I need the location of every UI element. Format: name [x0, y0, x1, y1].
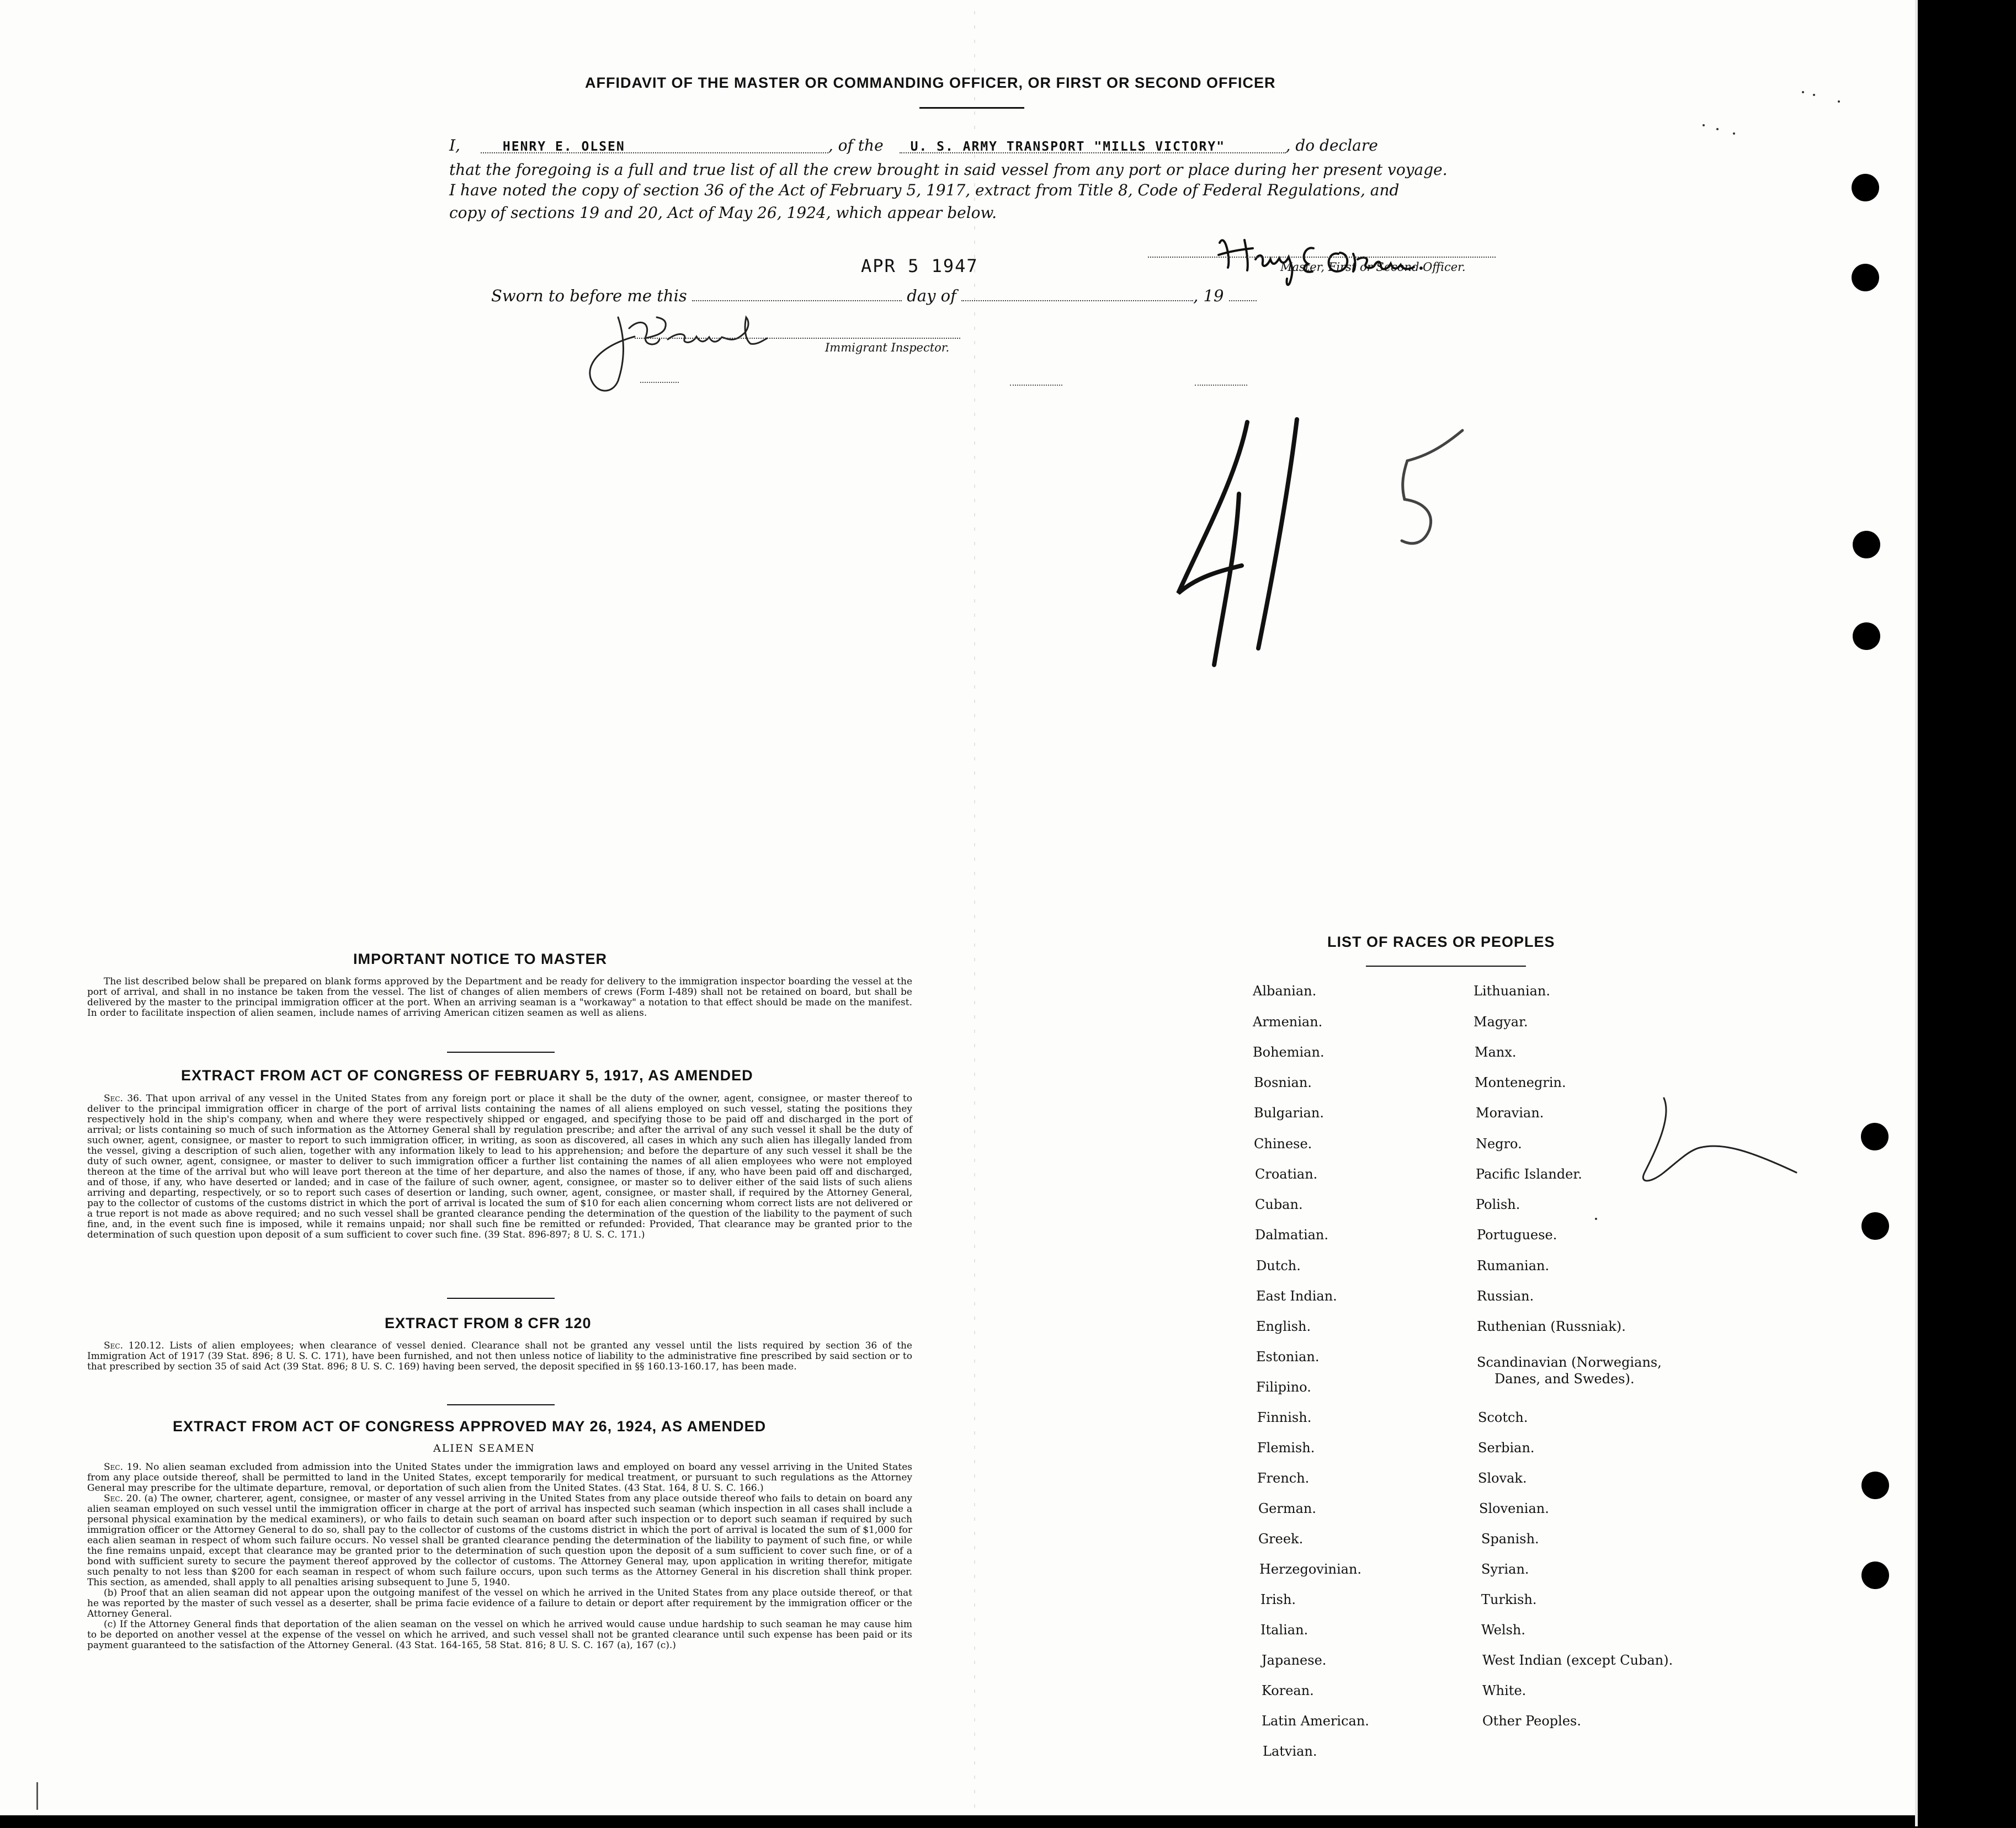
sec-19-label: Sec. 19. — [104, 1462, 142, 1473]
inspector-signature — [574, 284, 795, 400]
paper-speck — [1703, 124, 1705, 126]
race-item: Rumanian. — [1477, 1258, 1550, 1273]
corner-fold-mark — [36, 1782, 41, 1810]
race-item: East Indian. — [1256, 1288, 1337, 1304]
race-item: West Indian (except Cuban). — [1482, 1653, 1673, 1668]
extract-1924-subtitle: ALIEN SEAMEN — [433, 1442, 535, 1454]
race-item: Welsh. — [1481, 1622, 1525, 1638]
inspector-signature-drawing — [574, 284, 795, 400]
paper-speck — [1733, 132, 1735, 135]
race-item: Herzegovinian. — [1259, 1561, 1362, 1577]
race-item: Bosnian. — [1254, 1075, 1312, 1090]
race-item: Albanian. — [1253, 983, 1317, 999]
vessel-value: U. S. ARMY TRANSPORT "MILLS VICTORY" — [910, 140, 1226, 154]
race-item: Montenegrin. — [1475, 1075, 1566, 1090]
declaration-line-2: that the foregoing is a full and true list of all the crew brought in said vessel from any port or place during her present voyage. — [449, 161, 1448, 179]
declaration-line-4: copy of sections 19 and 20, Act of May 26, 1924, which appear below. — [449, 204, 997, 222]
inspector-signature-label: Immigrant Inspector. — [825, 341, 950, 354]
vessel-field — [900, 135, 1286, 153]
binder-hole — [1853, 622, 1880, 650]
race-item: White. — [1482, 1683, 1526, 1698]
do-declare-text: , do declare — [1285, 136, 1378, 154]
race-item: Chinese. — [1254, 1136, 1312, 1152]
handwritten-2-drawing — [1634, 1095, 1799, 1189]
race-item: Polish. — [1476, 1197, 1520, 1212]
race-item: Flemish. — [1257, 1440, 1315, 1456]
sec-20c-paragraph: (c) If the Attorney General finds that deportation of the alien seaman on the vessel on which he arrived would cause undue hardship to such seaman he may cause him to be deported on another vessel at the expense of the vessel on which he arrived, and such vessel shall not be granted clearance until such expense has been paid or its payment guaranteed to the satisfaction of the Attorney General. (43 Stat. 164-165, 58 Stat. 816; 8 U. S. C. 167 (a), 167 (c).) — [87, 1619, 912, 1651]
title-rule — [919, 107, 1024, 109]
race-item: Scandinavian (Norwegians, — [1477, 1355, 1662, 1370]
race-item: Irish. — [1260, 1592, 1296, 1607]
dotted-mark — [1195, 385, 1247, 386]
stamp-date: APR 5 1947 — [861, 255, 978, 276]
race-item: German. — [1258, 1501, 1316, 1516]
race-item: Latin American. — [1262, 1713, 1369, 1729]
race-item: Portuguese. — [1477, 1227, 1557, 1243]
master-signature-label: Master, First or Second Officer. — [1280, 260, 1466, 274]
race-item: Magyar. — [1474, 1014, 1528, 1030]
race-item: Dalmatian. — [1255, 1227, 1329, 1243]
race-item: Moravian. — [1476, 1105, 1544, 1121]
sec-20a-paragraph — [87, 1494, 912, 1588]
handwritten-4-5-drawing — [1170, 411, 1479, 676]
master-name-field — [481, 135, 828, 153]
race-item: Russian. — [1477, 1288, 1534, 1304]
notice-paragraph: The list described below shall be prepared on blank forms approved by the Department and be ready for delivery to the immigration inspector boarding the vessel at the port of arrival, and shall in no instance be taken from the vessel. The list of changes of alien members of crews (Form I-489) shall not be retained on board, but shall be delivered by the master to the principal immigration officer at the port. When an arriving seaman is a "workaway" a notation to that effect should be made on the manifest. In order to facilitate inspection of alien seamen, include names of arriving American citizen seamen as well as aliens. — [87, 976, 912, 1019]
notice-body — [87, 977, 912, 1019]
extract-1917-body — [87, 1094, 912, 1240]
paper-speck — [1595, 1218, 1597, 1220]
inspector-signature-line — [635, 338, 960, 339]
master-name-value: HENRY E. OLSEN — [502, 140, 625, 154]
handwritten-tick-mark — [1634, 1095, 1799, 1189]
sec-19-text: No alien seaman excluded from admission into the United States under the immigration laws and employed on board any vessel arriving in the United States from any place outside thereof, shall be permitted to land in the United States, except temporarily for medical treatment, or pursuant to such regulations as the Attorney General may prescribe for the ultimate departure, removal, or deportation of such alien from the United States. (43 Stat. 164, 8 U. S. C. 166.) — [87, 1462, 913, 1494]
declaration-i: I, — [449, 136, 460, 154]
dotted-mark — [1010, 385, 1062, 386]
cfr-120-body — [87, 1341, 912, 1372]
race-item: Lithuanian. — [1474, 983, 1551, 999]
cfr-120-paragraph — [87, 1341, 912, 1372]
race-item: Armenian. — [1253, 1014, 1323, 1030]
race-item: Turkish. — [1481, 1592, 1537, 1607]
year-prefix-text: , 19 — [1193, 286, 1224, 305]
extract-1917-text: That upon arrival of any vessel in the United States from any foreign port or place it shall be the duty of the owner, agent, consignee, or master thereof to deliver to the principal immigration officer in charge of the port of arrival lists containing the names of all aliens employed on such vessel, stating the positions they respectively hold in the ship's company, when and where they were respectively shipped or engaged, and specifying those to be paid off and discharged in the port of arrival; or lists containing so much of such information as the Attorney General shall by regulation prescribe; and after the arrival of any such vessel it shall be the duty of such owner, agent, consignee, or master to report to such immigration officer, in writing, as soon as discovered, all cases in which any such alien has illegally landed from the vessel, giving a description of such alien, together with any information likely to lead to his apprehension; and before the departure of any such vessel it shall be the duty of such owner, agent, consignee, or master to deliver to such immigration officer a further list containing the names of all alien employees who were not employed thereon at the time of the arrival but who will leave port thereon at the time of her departure, and also the names of those, if any, who have been paid off and discharged, and of those, if any, who have deserted or landed; and in case of the failure of such owner, agent, consignee, or master so to deliver either of the said lists of such aliens arriving and departing, respectively, or so to report such cases of desertion or landing, such owner, agent, consignee, or master shall, if required by the Attorney General, pay to the collector of customs of the customs district in which the port of arrival is located the sum of $10 for each alien concerning whom correct lists are not delivered or a true report is not made as above required; and no such vessel shall be granted clearance pending the determination of the question of the liability to the payment of such fine, and, in the event such fine is imposed, while it remains unpaid; nor shall such fine be remitted or refunded: Provided, That clearance may be granted prior to the determination of such question upon deposit of a sum sufficient to cover such fine. (39 Stat. 896-897; 8 U. S. C. 171.) — [87, 1093, 912, 1240]
binder-hole — [1852, 264, 1879, 291]
binder-hole — [1852, 174, 1879, 201]
race-item: Slovenian. — [1479, 1501, 1549, 1516]
extract-1924-title: EXTRACT FROM ACT OF CONGRESS APPROVED MAY 26, 1924, AS AMENDED — [173, 1418, 767, 1435]
paper-speck — [1802, 91, 1804, 93]
race-item: Dutch. — [1256, 1258, 1301, 1273]
race-item: Slovak. — [1478, 1470, 1527, 1486]
cfr-120-sec-label: Sec. 120.12. — [104, 1340, 164, 1351]
page-edge — [1915, 0, 1918, 1826]
race-item: Ruthenian (Russniak). — [1477, 1319, 1626, 1334]
race-item: Italian. — [1260, 1622, 1308, 1638]
section-rule — [447, 1052, 555, 1053]
race-item: Greek. — [1258, 1531, 1304, 1547]
race-item: Japanese. — [1262, 1653, 1327, 1668]
handwritten-page-number — [1170, 411, 1479, 676]
binder-hole — [1853, 531, 1880, 558]
sec-20a-text: (a) The owner, charterer, agent, consignee, or master of any vessel arriving in the United States from any place outside thereof who fails to detain on board any alien seaman employed on such vessel until the immigration officer in charge at the port of arrival has inspected such seaman (which inspection in all cases shall include a personal physical examination by the medical examiners), or who fails to detain such seaman on board after such inspection or to deport such seaman if required by such immigration officer or the Attorney General to do so, shall pay to the collector of customs of the customs district in which the port of arrival is located the sum of $1,000 for each alien seaman in respect of whom such failure occurs. No vessel shall be granted clearance pending the determination of the liability to payment of such fine, or while the fine remains unpaid, except that clearance may be granted prior to the determination of such question upon the deposit of a sum sufficient to cover such fine, or of a bond with sufficient surety to secure the payment thereof approved by the collector of customs. The Attorney General may, upon application in writing therefor, mitigate such penalty to not less than $200 for each seaman in respect of whom such failure occurs, upon such terms as the Attorney General in his discretion shall think proper. This section, as amended, shall apply to all penalties arising subsequent to June 5, 1940. — [87, 1493, 913, 1588]
race-item: Estonian. — [1256, 1349, 1320, 1365]
race-item: English. — [1256, 1319, 1311, 1334]
dotted-mark — [640, 382, 679, 383]
race-item: Latvian. — [1263, 1744, 1317, 1759]
extract-1917-title: EXTRACT FROM ACT OF CONGRESS OF FEBRUARY 5, 1917, AS AMENDED — [181, 1067, 753, 1084]
race-item: Other Peoples. — [1482, 1713, 1581, 1729]
extract-1917-paragraph — [87, 1094, 912, 1240]
race-item: French. — [1257, 1470, 1310, 1486]
race-item: Serbian. — [1478, 1440, 1535, 1456]
race-item: Manx. — [1475, 1044, 1517, 1060]
binder-hole — [1861, 1212, 1889, 1240]
binder-hole — [1861, 1472, 1889, 1499]
sec-19-paragraph — [87, 1462, 912, 1494]
declaration-line-1 — [449, 134, 1498, 158]
races-list-rule — [1366, 966, 1526, 967]
race-item: Negro. — [1476, 1136, 1522, 1152]
race-item: Danes, and Swedes). — [1494, 1371, 1635, 1387]
race-item: Bohemian. — [1253, 1044, 1325, 1060]
section-rule — [447, 1404, 555, 1405]
declaration-line-3: I have noted the copy of section 36 of the Act of February 5, 1917, extract from Title 8, Code of Federal Regulations, and — [449, 181, 1400, 199]
extract-1924-body — [87, 1462, 912, 1651]
race-item: Syrian. — [1481, 1561, 1529, 1577]
extract-1917-sec-label: Sec. 36. — [104, 1093, 142, 1104]
paper-speck — [1838, 100, 1840, 103]
race-item: Croatian. — [1255, 1166, 1318, 1182]
master-signature-line — [1148, 257, 1496, 258]
notice-title: IMPORTANT NOTICE TO MASTER — [353, 951, 607, 967]
races-list-title: LIST OF RACES OR PEOPLES — [1327, 934, 1555, 950]
race-item: Filipino. — [1256, 1379, 1311, 1395]
section-rule — [447, 1298, 555, 1299]
race-item: Spanish. — [1481, 1531, 1539, 1547]
sec-20b-paragraph: (b) Proof that an alien seaman did not appear upon the outgoing manifest of the vessel on which he arrived in the United States from any place outside thereof, or that he was reported by the master of such vessel as a deserter, shall be prima facie evidence of a failure to detain or deport after requirement by the immigration officer or the Attorney General. — [87, 1587, 912, 1619]
affidavit-title: AFFIDAVIT OF THE MASTER OR COMMANDING OFFICER, OR FIRST OR SECOND OFFICER — [585, 74, 1276, 91]
sworn-year-field — [1229, 281, 1257, 301]
race-item: Pacific Islander. — [1476, 1166, 1582, 1182]
race-item: Cuban. — [1255, 1197, 1303, 1212]
binder-hole — [1861, 1561, 1889, 1589]
day-of-text: day of — [907, 286, 956, 305]
race-item: Korean. — [1262, 1683, 1314, 1698]
race-item: Scotch. — [1478, 1410, 1528, 1425]
cfr-120-title: EXTRACT FROM 8 CFR 120 — [385, 1315, 592, 1331]
of-the-text: , of the — [828, 136, 884, 154]
sworn-month-field — [961, 281, 1193, 301]
cfr-120-text: Lists of alien employees; when clearance of vessel denied. Clearance shall not be granted any vessel until the lists required by section 36 of the Immigration Act of 1917 (39 Stat. 896; 8 U. S. C. 171), have been furnished, and not then unless notice of liability to the administrative fine prescribed by said section or to that prescribed by section 35 of said Act (39 Stat. 896; 8 U. S. C. 169) having been served, the deposit specified in §§ 160.13-160.17, has been made. — [87, 1340, 912, 1372]
paper-speck — [1813, 94, 1815, 96]
paper-speck — [1716, 128, 1719, 130]
sworn-text: Sworn to before me this — [491, 286, 687, 305]
race-item: Finnish. — [1257, 1410, 1312, 1425]
sec-20-label: Sec. 20. — [104, 1493, 141, 1504]
race-item: Bulgarian. — [1254, 1105, 1324, 1121]
binder-hole — [1861, 1123, 1889, 1150]
